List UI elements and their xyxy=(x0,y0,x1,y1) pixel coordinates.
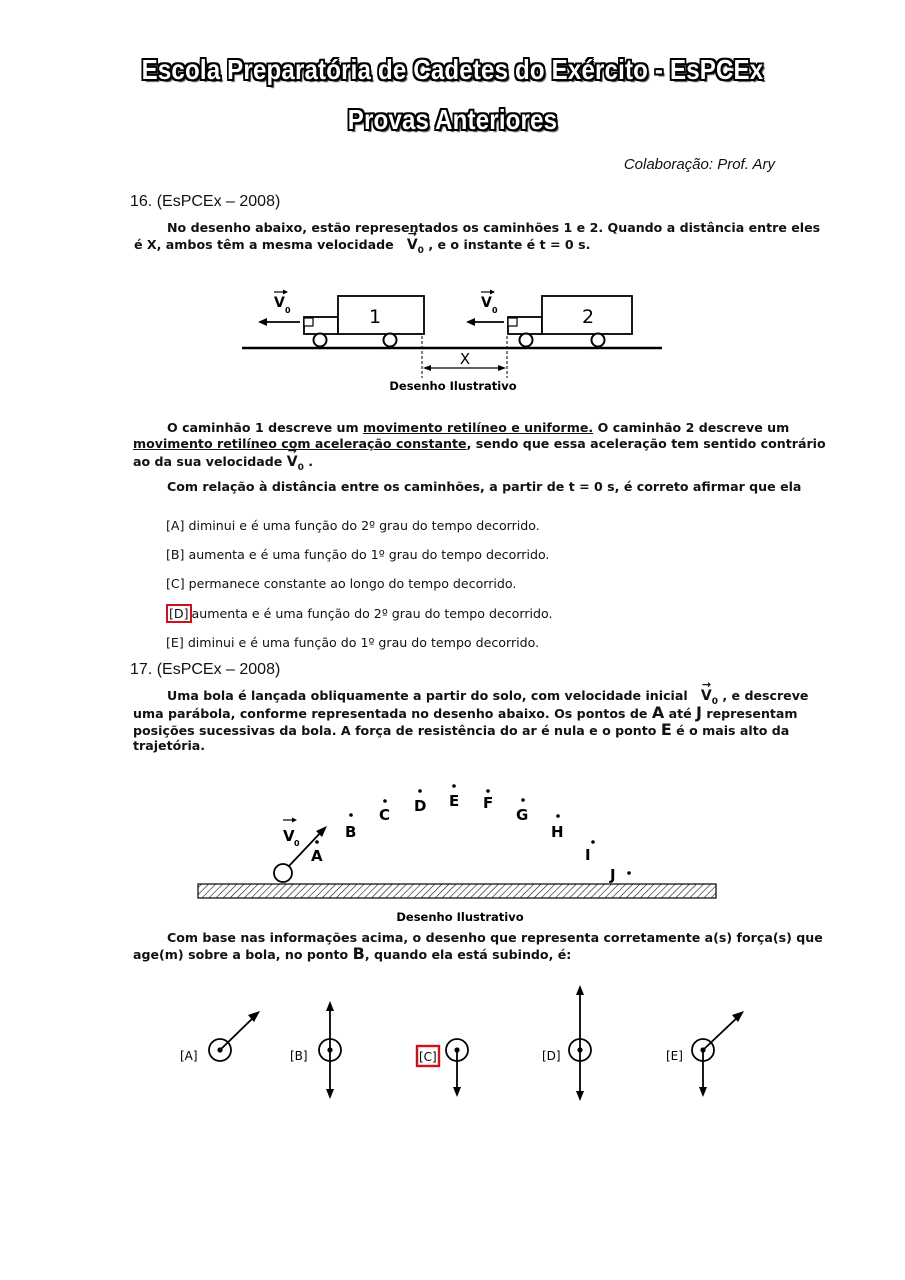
q16-number: 16. (EsPCEx – 2008) xyxy=(130,193,281,210)
page-subtitle: Provas Anteriores xyxy=(347,104,558,135)
q17-option-c[interactable] xyxy=(417,1039,468,1097)
point-h: H xyxy=(551,823,564,841)
truck-2-v0-label: V xyxy=(481,295,492,311)
q17-option-b[interactable] xyxy=(290,1001,341,1099)
q16-intro-line2: é X, ambos têm a mesma velocidade → $V_0$ , e o instante é t = 0 s. xyxy=(134,236,590,260)
launch-v0-label: V xyxy=(283,827,295,845)
point-i: I xyxy=(585,846,591,864)
svg-text:[B]: [B] xyxy=(290,1049,308,1063)
svg-text:0: 0 xyxy=(492,306,498,315)
q17-intro-line2: uma parábola, conforme representada no desenho abaixo. Os pontos de A até J representam xyxy=(133,703,798,722)
q16-question: Com relação à distância entre os caminhões, a partir de t = 0 s, é correto afirmar que ela xyxy=(167,479,802,494)
q17-option-e[interactable] xyxy=(666,1011,744,1097)
q16-paragraph-line2: movimento retilíneo com aceleração constante, sendo que essa aceleração tem sentido contrário xyxy=(133,436,826,451)
q17-intro-line3: posições sucessivas da bola. A força de resistência do ar é nula e o ponto E é o mais alto da xyxy=(133,720,790,739)
q17-option-d[interactable] xyxy=(542,985,591,1101)
answer-highlight-box: [D] xyxy=(166,604,192,623)
truck-1-label: 1 xyxy=(368,306,382,328)
point-f: F xyxy=(483,794,494,812)
q17-intro-line1: Uma bola é lançada obliquamente a partir do solo, com velocidade inicial → $V_0$ , e descreve xyxy=(167,687,808,711)
svg-text:0: 0 xyxy=(285,306,291,315)
q17-number: 17. (EsPCEx – 2008) xyxy=(130,661,281,678)
point-d: D xyxy=(414,797,427,815)
svg-text:0: 0 xyxy=(294,839,300,848)
svg-text:[A]: [A] xyxy=(180,1049,198,1063)
q16-intro-line1: No desenho abaixo, estão representados os caminhões 1 e 2. Quando a distância entre eles xyxy=(167,220,821,235)
figure-caption: Desenho Ilustrativo xyxy=(396,910,524,924)
svg-text:[D]: [D] xyxy=(542,1049,561,1063)
truck-2-label: 2 xyxy=(581,306,595,328)
truck-1 xyxy=(304,296,424,347)
point-b: B xyxy=(345,823,357,841)
v0-symbol: → $V_0$ xyxy=(287,454,304,477)
point-a: A xyxy=(311,847,323,865)
q17-intro-line4: trajetória. xyxy=(133,738,206,753)
q16-option-d[interactable]: [D] aumenta e é uma função do 2º grau do tempo decorrido. xyxy=(166,604,552,623)
trajectory-figure xyxy=(190,775,730,925)
q17-option-a[interactable] xyxy=(180,1011,260,1063)
v0-symbol: → $V_0$ xyxy=(407,237,424,260)
q17-question-line1: Com base nas informações acima, o desenho que representa corretamente a(s) força(s) que xyxy=(167,930,823,945)
q16-option-a[interactable]: [A] diminui e é uma função do 2º grau do tempo decorrido. xyxy=(166,518,540,533)
point-j: J xyxy=(610,866,616,884)
page-title: Escola Preparatória de Cadetes do Exército - EsPCEx xyxy=(141,54,764,85)
q16-paragraph-line1: O caminhão 1 descreve um movimento retilíneo e uniforme. O caminhão 2 descreve um xyxy=(167,420,790,435)
svg-text:[C]: [C] xyxy=(419,1050,437,1064)
trucks-figure xyxy=(230,280,680,400)
point-g: G xyxy=(516,806,529,824)
v0-symbol: → $V_0$ xyxy=(701,688,718,711)
oblique-force-arrow xyxy=(220,1015,256,1050)
distance-label: X xyxy=(459,350,471,368)
point-c: C xyxy=(379,806,391,824)
oblique-force-arrow xyxy=(703,1015,740,1050)
truck-1-v0-label: V xyxy=(274,295,285,311)
svg-text:[E]: [E] xyxy=(666,1049,683,1063)
truck-2 xyxy=(508,296,632,347)
force-options-figure xyxy=(170,975,760,1115)
q17-question-line2: age(m) sobre a bola, no ponto B, quando ela está subindo, é: xyxy=(133,944,572,963)
q16-paragraph-line3: ao da sua velocidade → $V_0$ . xyxy=(133,453,313,477)
ball xyxy=(274,864,292,882)
ground xyxy=(198,884,716,898)
figure-caption: Desenho Ilustrativo xyxy=(389,379,517,393)
q16-option-e[interactable]: [E] diminui e é uma função do 1º grau do tempo decorrido. xyxy=(166,635,540,650)
q16-option-b[interactable]: [B] aumenta e é uma função do 1º grau do tempo decorrido. xyxy=(166,547,550,562)
collaboration-credit: Colaboração: Prof. Ary xyxy=(623,156,775,173)
point-e: E xyxy=(449,792,460,810)
q16-option-c[interactable]: [C] permanece constante ao longo do tempo decorrido. xyxy=(166,576,517,591)
